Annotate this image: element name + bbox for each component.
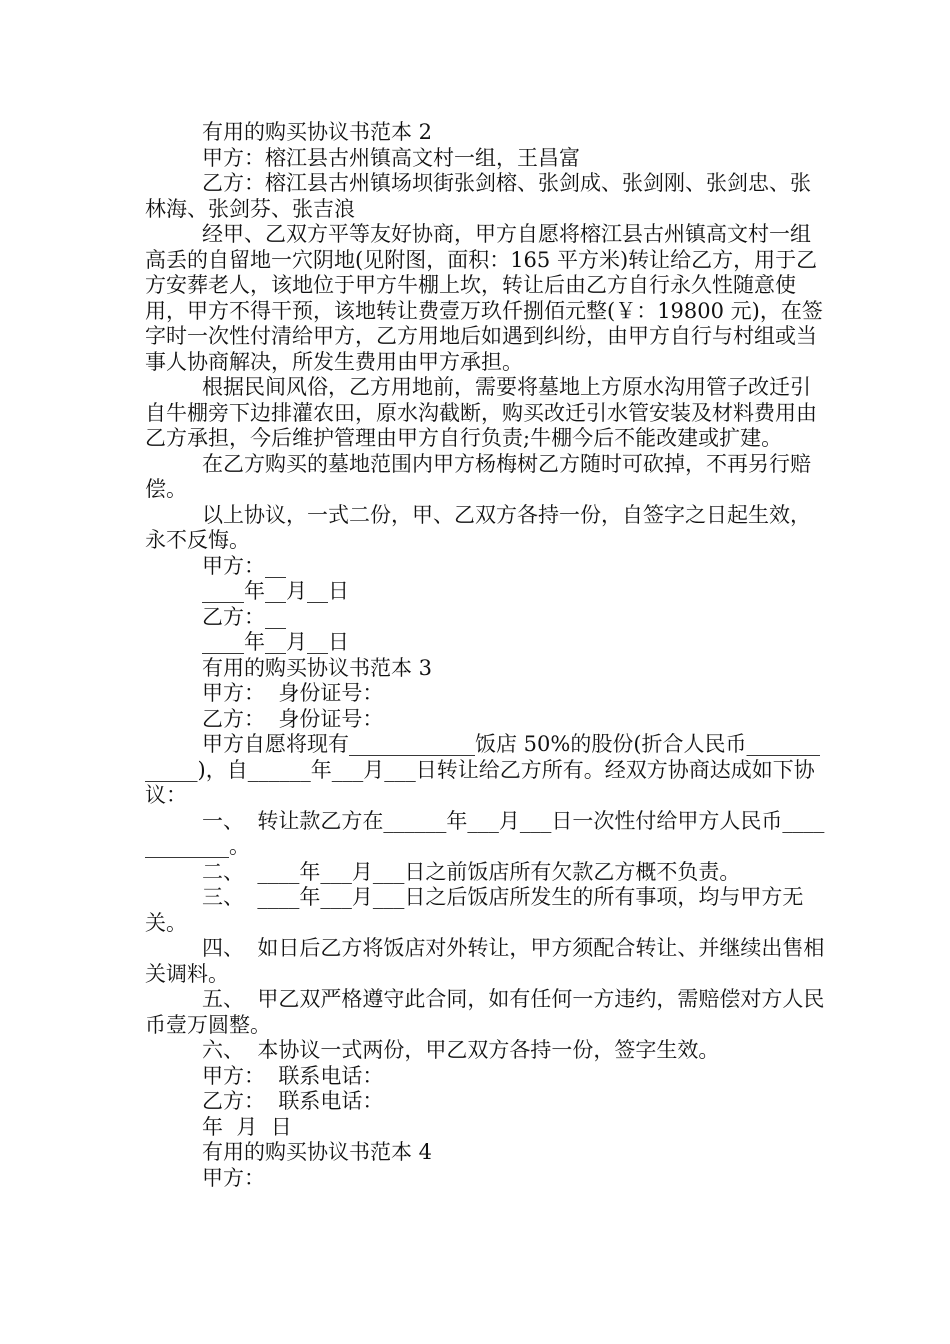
agreement-paragraph: 根据民间风俗，乙方用地前，需要将墓地上方原水沟用管子改迁引自牛棚旁下边排灌农田，原水沟截断，购买改迁引水管安装及材料费用由乙方承担，今后维护管理由甲方自行负责;牛棚今后不能改建或扩建。 xyxy=(145,375,817,450)
party-a-id-line: 甲方： 身份证号： xyxy=(202,681,384,705)
party-b-line: 乙方：榕江县古州镇场坝街张剑榕、张剑成、张剑刚、张剑忠、张林海、张剑芬、张吉浪 xyxy=(145,171,811,221)
date-line: 年 月 日 xyxy=(202,1114,292,1139)
party-a-line: 甲方： xyxy=(202,1165,265,1190)
date-line: ____年__月__日 xyxy=(202,579,349,603)
clause-item: 三、 ____年___月___日之后饭店所发生的所有事项，均与甲方无关。 xyxy=(145,885,804,935)
party-b-signature: 乙方：__ xyxy=(202,604,286,629)
section-title-4: 有用的购买协议书范本 4 xyxy=(202,1140,433,1164)
document-body xyxy=(145,120,830,1191)
clause-item: 一、 转让款乙方在______年___月___日一次性付给甲方人民币____________。 xyxy=(145,808,825,858)
agreement-paragraph: 以上协议，一式二份，甲、乙双方各持一份，自签字之日起生效，永不反悔。 xyxy=(145,502,811,552)
section-title-2: 有用的购买协议书范本 2 xyxy=(202,120,433,144)
party-a-line: 甲方：榕江县古州镇高文村一组，王昌富 xyxy=(202,145,580,170)
agreement-paragraph: 在乙方购买的墓地范围内甲方杨梅树乙方随时可砍掉，不再另行赔偿。 xyxy=(145,451,811,501)
date-line: ____年__月__日 xyxy=(202,630,349,654)
clause-item: 六、 本协议一式两份，甲乙双方各持一份，签字生效。 xyxy=(202,1038,720,1062)
agreement-paragraph: 甲方自愿将现有____________饭店 50%的股份(折合人民币____________)，自______年___月___日转让给乙方所有。经双方协商达成如下协议： xyxy=(145,732,821,807)
clause-item: 五、 甲乙双严格遵守此合同，如有任何一方违约，需赔偿对方人民币壹万圆整。 xyxy=(145,987,825,1037)
party-a-signature: 甲方：__ xyxy=(202,553,286,578)
party-a-phone-line: 甲方： 联系电话： xyxy=(202,1063,384,1088)
section-title-3: 有用的购买协议书范本 3 xyxy=(202,655,433,680)
clause-item: 四、 如日后乙方将饭店对外转让，甲方须配合转让、并继续出售相关调料。 xyxy=(145,936,825,986)
clause-item: 二、 ____年___月___日之前饭店所有欠款乙方概不负责。 xyxy=(202,859,741,884)
party-b-id-line: 乙方： 身份证号： xyxy=(202,706,384,731)
agreement-paragraph: 经甲、乙双方平等友好协商，甲方自愿将榕江县古州镇高文村一组高丢的自留地一穴阴地(见附图，面积：165 平方米)转让给乙方，用于乙方安葬老人，该地位于甲方牛棚上坎，转让后由乙方自行永久性随意使用，甲方不得干预，该地转让费壹万玖仟捌佰元整(￥：19800 元)，在签字时一次性付清给甲方，乙方用地后如遇到纠纷，由甲方自行与村组或当事人协商解决，所发生费用由甲方承担。 xyxy=(145,222,823,374)
party-b-phone-line: 乙方： 联系电话： xyxy=(202,1089,384,1113)
